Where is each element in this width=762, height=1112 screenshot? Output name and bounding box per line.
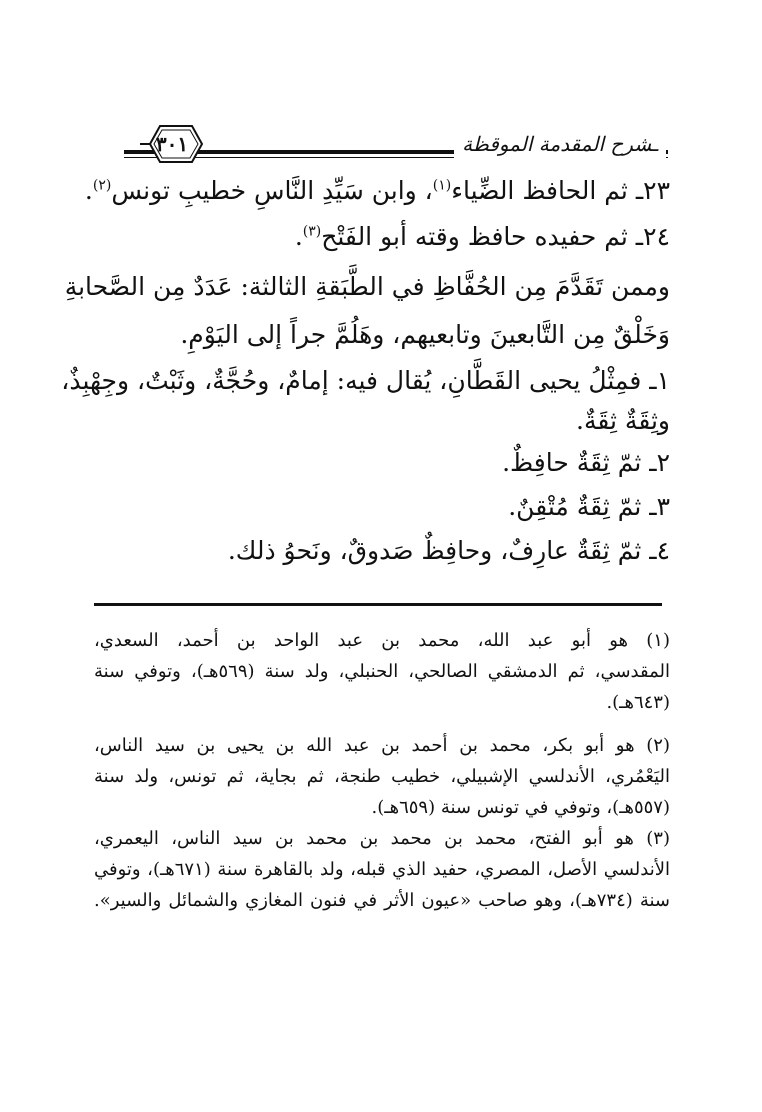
- running-title-dash: ـ: [652, 132, 658, 156]
- text-line-4: وَخَلْقٌ مِن التَّابعينَ وتابعيهم، وهَلُمَّ جراً إلى اليَوْمِ.: [180, 320, 670, 349]
- footnote-3-line-1: (٣) هو أبو الفتح، محمد بن محمد بن محمد بن سيد الناس، اليعمري،: [94, 828, 670, 849]
- text-line-8: ٣ـ ثمّ ثِقَةٌ مُتْقِنٌ.: [508, 492, 670, 521]
- text-line-6: وثِقَةٌ ثِقَةٌ.: [576, 406, 670, 435]
- page-number-badge: [140, 122, 204, 166]
- footnote-3-line-3: سنة (٧٣٤هـ)، وهو صاحب «عيون الأثر في فنون المغازي والشمائل والسير».: [94, 890, 670, 911]
- line1-part-c: .: [84, 176, 93, 205]
- page-number: ٣٠١: [155, 132, 189, 156]
- running-title: [454, 130, 666, 158]
- footnote-ref-3[interactable]: (٣): [302, 223, 322, 240]
- line2-part-b: .: [294, 222, 303, 251]
- line1-part-a: ٢٣ـ ثم الحافظ الضِّياء: [451, 176, 670, 205]
- line1-part-b: ، وابن سَيِّدِ النَّاسِ خطيبِ تونس: [111, 176, 433, 205]
- footnote-separator: [94, 603, 662, 606]
- text-line-9: ٤ـ ثمّ ثِقَةٌ عارِفٌ، وحافِظٌ صَدوقٌ، ونَحوُ ذلك.: [227, 536, 670, 565]
- footnote-1-line-3: (٦٤٣هـ).: [606, 692, 670, 713]
- footnote-1-line-2: المقدسي، ثم الدمشقي الصالحي، الحنبلي، ولد سنة (٥٦٩هـ)، وتوفي سنة: [94, 661, 670, 682]
- running-title-text: شرح المقدمة الموقظة: [462, 132, 653, 156]
- text-line-3: وممن تَقَدَّمَ مِن الحُفَّاظِ في الطَّبَقةِ الثالثة: عَدَدٌ مِن الصَّحابةِ: [64, 272, 670, 301]
- line2-part-a: ٢٤ـ ثم حفيده حافظ وقته أبو الفَتْح: [321, 222, 670, 251]
- text-line-2: [295, 220, 670, 254]
- text-line-1: [85, 174, 670, 208]
- footnote-2-line-1: (٢) هو أبو بكر، محمد بن أحمد بن عبد الله بن يحيى بن سيد الناس،: [94, 735, 670, 756]
- text-line-7: ٢ـ ثمّ ثِقَةٌ حافِظٌ.: [502, 448, 670, 477]
- text-line-5: ١ـ فمِثْلُ يحيى القَطَّانِ، يُقال فيه: إمامٌ، وحُجَّةٌ، وثَبْتٌ، وجِهْبِذٌ،: [61, 366, 670, 395]
- footnote-2-line-3: (٥٥٧هـ)، وتوفي في تونس سنة (٦٥٩هـ).: [371, 797, 670, 818]
- footnote-ref-2[interactable]: (٢): [92, 177, 112, 194]
- footnote-2-line-2: اليَعْمُري، الأندلسي الإشبيلي، خطيب طنجة، ثم بجاية، ثم تونس، ولد سنة: [94, 766, 670, 787]
- footnote-1-line-1: (١) هو أبو عبد الله، محمد بن عبد الواحد بن أحمد، السعدي،: [94, 630, 670, 651]
- footnote-ref-1[interactable]: (١): [432, 177, 452, 194]
- footnote-3-line-2: الأندلسي الأصل، المصري، حفيد الذي قبله، ولد بالقاهرة سنة (٦٧١هـ)، وتوفي: [94, 859, 670, 880]
